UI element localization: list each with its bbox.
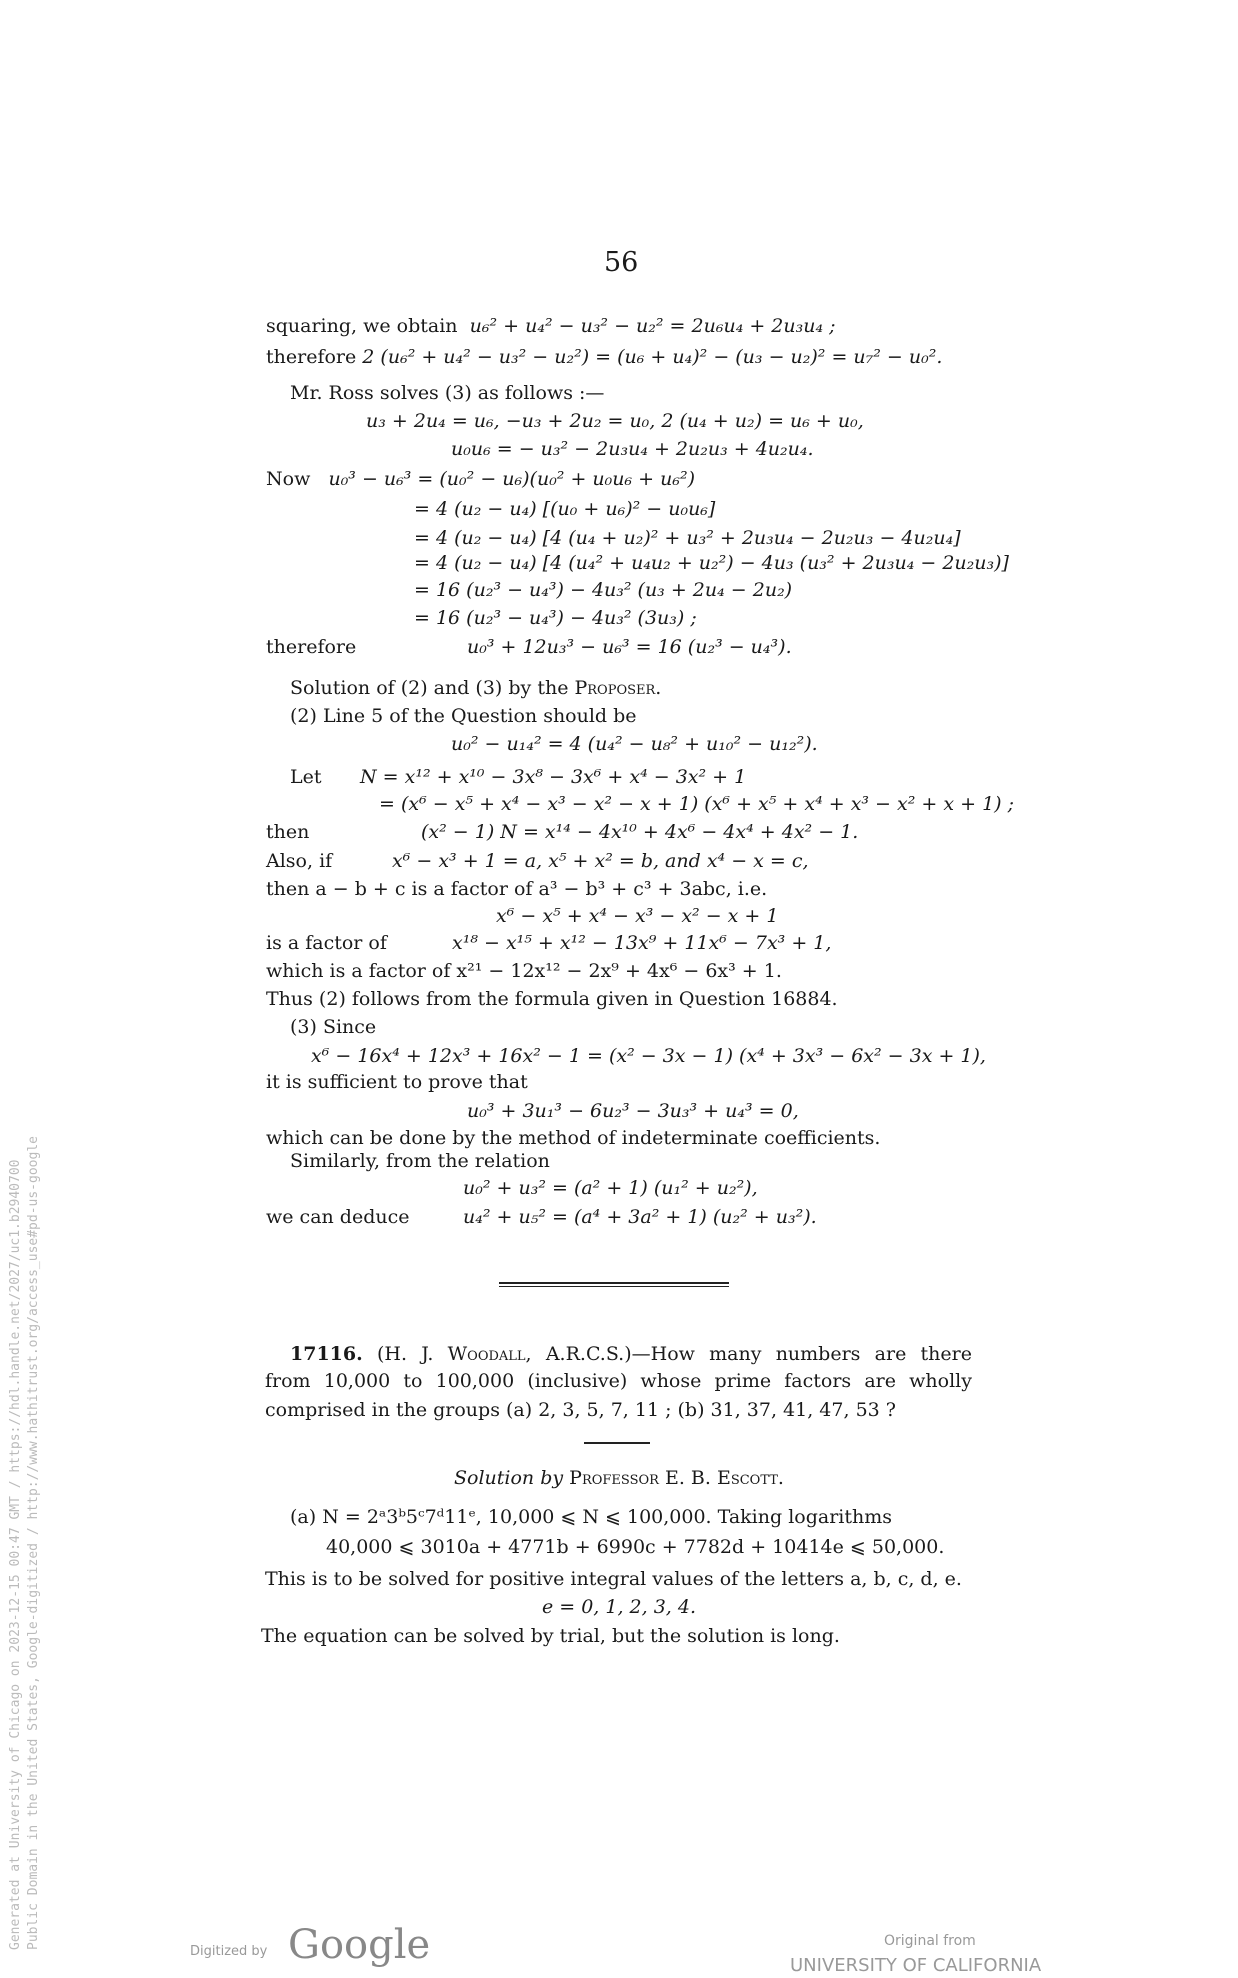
question-line [290, 1342, 972, 1366]
label: Solution by [454, 1467, 564, 1489]
watermark-line: Generated at University of Chicago on 2023-12-15 00:47 GMT / https://hdl.handle.net/2027/uc1.b2940700 [8, 1159, 23, 1950]
label: Solution of (2) and (3) by the [290, 677, 569, 699]
solution-heading [0, 1466, 1238, 1490]
text-line [266, 467, 695, 491]
equation: x⁶ − x³ + 1 = a, x⁵ + x² = b, and x⁴ − x = c, [392, 850, 809, 872]
equation: u₆² + u₄² − u₃² − u₂² = 2u₆u₄ + 2u₃u₄ ; [469, 315, 836, 337]
equation: u₀² − u₁₄² = 4 (u₄² − u₈² + u₁₀² − u₁₂²). [451, 733, 818, 755]
text-line: Mr. Ross solves (3) as follows :— [290, 382, 605, 404]
equation: x⁶ − x⁵ + x⁴ − x³ − x² − x + 1 [496, 905, 779, 927]
solution-line: e = 0, 1, 2, 3, 4. [541, 1596, 697, 1618]
text-line [290, 765, 747, 789]
label: Now [266, 468, 311, 490]
equation: u₀³ + 12u₃³ − u₆³ = 16 (u₂³ − u₄³). [467, 636, 792, 658]
solution-line: (a) N = 2ᵃ3ᵇ5ᶜ7ᵈ11ᵉ, 10,000 ⩽ N ⩽ 100,000. Taking logarithms [290, 1506, 892, 1528]
text-line: then a − b + c is a factor of a³ − b³ + c³ + 3abc, i.e. [266, 878, 768, 900]
text-line: Similarly, from the relation [290, 1150, 550, 1172]
question-line: from 10,000 to 100,000 (inclusive) whose prime factors are wholly [265, 1370, 972, 1392]
solution-line: 40,000 ⩽ 3010a + 4771b + 6990c + 7782d + 10414e ⩽ 50,000. [326, 1536, 945, 1558]
label: Proposer. [574, 677, 662, 699]
equation: x⁶ − 16x⁴ + 12x³ + 16x² − 1 = (x² − 3x − 1) (x⁴ + 3x³ − 6x² − 3x + 1), [311, 1045, 986, 1067]
equation: N = x¹² + x¹⁰ − 3x⁸ − 3x⁶ + x⁴ − 3x² + 1 [360, 766, 747, 788]
text-line [266, 820, 859, 844]
text-line [266, 345, 942, 369]
equation: 2 (u₆² + u₄² − u₃² − u₂²) = (u₆ + u₄)² − (u₃ − u₂)² = u₇² − u₀². [362, 346, 943, 368]
equation: = 16 (u₂³ − u₄³) − 4u₃² (u₃ + 2u₄ − 2u₂) [414, 579, 793, 601]
equation: u₀³ + 3u₁³ − 6u₂³ − 3u₃³ + u₄³ = 0, [467, 1100, 799, 1122]
label: then [266, 821, 310, 843]
equation: = 4 (u₂ − u₄) [4 (u₄ + u₂)² + u₃² + 2u₃u₄ − 2u₂u₃ − 4u₂u₄] [414, 527, 961, 549]
equation: u₄² + u₅² = (a⁴ + 3a² + 1) (u₂² + u₃²). [463, 1206, 817, 1228]
solution-line: This is to be solved for positive integral values of the letters a, b, c, d, e. [265, 1568, 962, 1590]
question-number: 17116. [290, 1343, 363, 1365]
page-number: 56 [604, 247, 639, 278]
equation: = (x⁶ − x⁵ + x⁴ − x³ − x² − x + 1) (x⁶ + x⁵ + x⁴ + x³ − x² + x + 1) ; [379, 793, 1015, 815]
digitized-by-label: Digitized by [190, 1944, 268, 1959]
equation: u₃ + 2u₄ = u₆, −u₃ + 2u₂ = u₀, 2 (u₄ + u₂) = u₆ + u₀, [366, 410, 864, 432]
text-line: which is a factor of x²¹ − 12x¹² − 2x⁹ + 4x⁶ − 6x³ + 1. [266, 960, 782, 982]
google-logo: Google [288, 1922, 431, 1968]
equation: u₀u₆ = − u₃² − 2u₃u₄ + 2u₂u₃ + 4u₂u₄. [451, 438, 814, 460]
label: therefore [266, 346, 357, 368]
label: Let [290, 766, 322, 788]
equation: = 4 (u₂ − u₄) [4 (u₄² + u₄u₂ + u₂²) − 4u₃ (u₃² + 2u₃u₄ − 2u₂u₃)] [414, 552, 1009, 574]
equation: u₀³ − u₆³ = (u₀² − u₆)(u₀² + u₀u₆ + u₆²) [328, 468, 696, 490]
text-line [290, 676, 661, 700]
text-line [266, 849, 809, 873]
equation: = 16 (u₂³ − u₄³) − 4u₃² (3u₃) ; [414, 607, 697, 629]
label: is a factor of [266, 932, 387, 954]
equation: u₀² + u₃² = (a² + 1) (u₁² + u₂²), [463, 1177, 758, 1199]
institution-label: UNIVERSITY OF CALIFORNIA [790, 1955, 1042, 1976]
label: Professor E. B. Escott. [569, 1467, 784, 1489]
text-line [266, 931, 832, 955]
question-line: comprised in the groups (a) 2, 3, 5, 7, 11 ; (b) 31, 37, 41, 47, 53 ? [265, 1399, 896, 1421]
watermark-line: Public Domain in the United States, Google-digitized / http://www.hathitrust.org/access_use#pd-us-google [26, 1136, 41, 1950]
solution-line: The equation can be solved by trial, but the solution is long. [261, 1625, 840, 1647]
short-divider [584, 1442, 650, 1444]
text-line: which can be done by the method of indeterminate coefficients. [266, 1127, 881, 1149]
equation: (x² − 1) N = x¹⁴ − 4x¹⁰ + 4x⁶ − 4x⁴ + 4x² − 1. [421, 821, 859, 843]
label: we can deduce [266, 1206, 410, 1228]
text-line [266, 635, 792, 659]
equation: = 4 (u₂ − u₄) [(u₀ + u₆)² − u₀u₆] [414, 498, 716, 520]
label: squaring, we obtain [266, 315, 458, 337]
original-from-label: Original from [884, 1933, 976, 1949]
question-author: (H. J. Woodall, A.R.C.S.) [376, 1343, 632, 1365]
text-line [266, 1205, 817, 1229]
question-text: —How many numbers are there [631, 1343, 972, 1365]
text-line: (3) Since [290, 1016, 377, 1038]
label: Also, if [266, 850, 333, 872]
section-divider [499, 1282, 729, 1287]
label: therefore [266, 636, 357, 658]
text-line [266, 314, 836, 338]
text-line: (2) Line 5 of the Question should be [290, 705, 637, 727]
text-line: it is sufficient to prove that [266, 1071, 528, 1093]
text-line: Thus (2) follows from the formula given in Question 16884. [266, 988, 838, 1010]
equation: x¹⁸ − x¹⁵ + x¹² − 13x⁹ + 11x⁶ − 7x³ + 1, [452, 932, 832, 954]
